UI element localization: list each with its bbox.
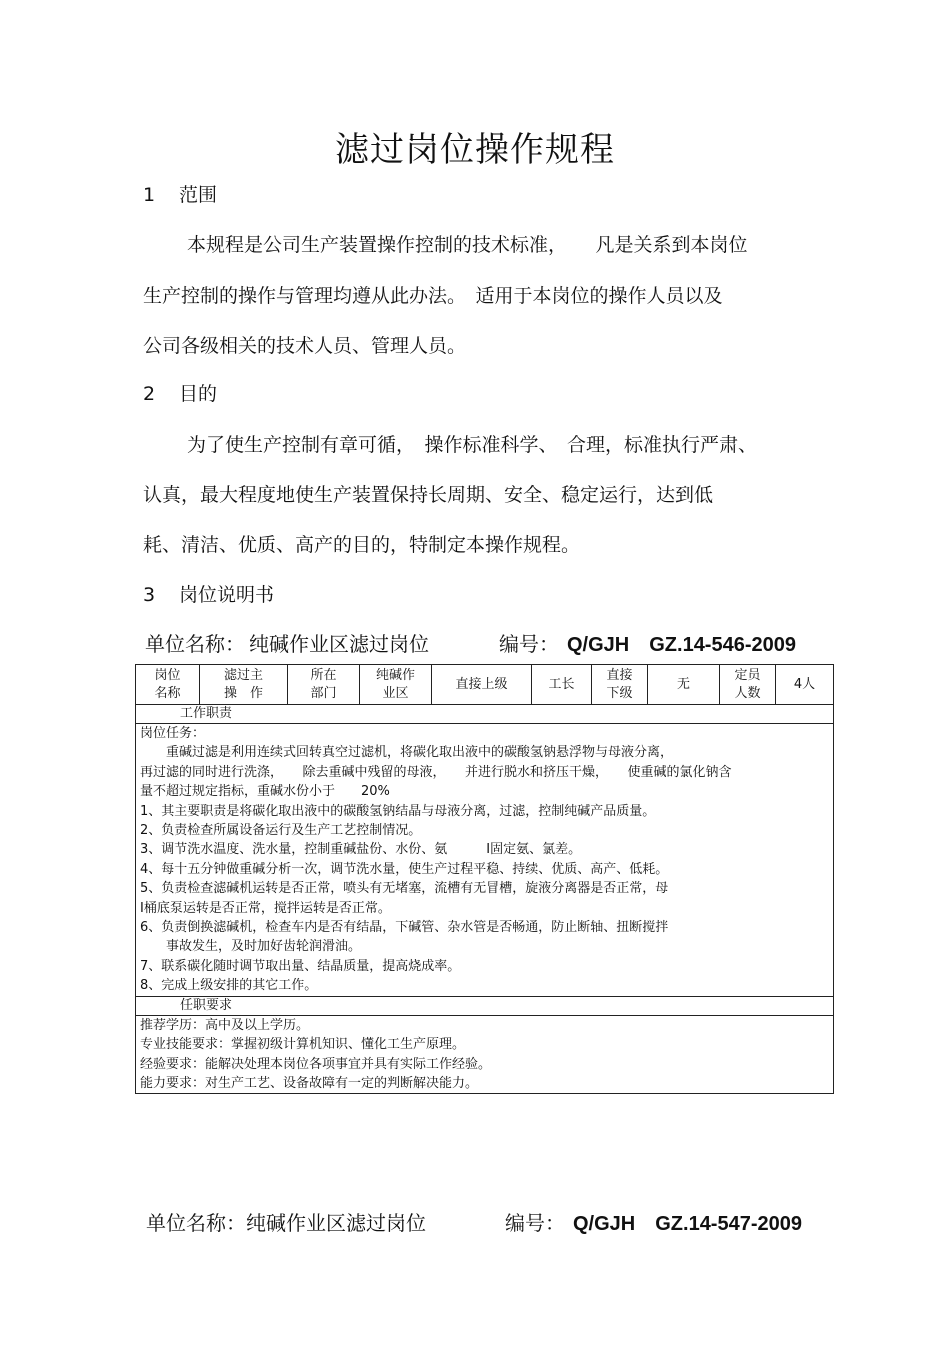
duty-line: 3、调节洗水温度、洗水量，控制重碱盐份、水份、氨 Ⅰ固定氨、氯差。 <box>140 842 582 858</box>
duty-line: 事故发生，及时加好齿轮润滑油。 <box>140 939 362 955</box>
unit-label: 单位名称： <box>145 632 245 656</box>
requirement-line: 能力要求：对生产工艺、设备故障有一定的判断解决能力。 <box>140 1075 479 1091</box>
unit-line <box>146 1207 426 1236</box>
document-code <box>505 1207 802 1236</box>
duty-line: 1、其主要职责是将碳化取出液中的碳酸氢钠结晶与母液分离，过滤，控制纯碱产品质量。 <box>140 803 656 819</box>
table-cell: 定员 人数 <box>720 665 776 705</box>
table-cell: 直接上级 <box>432 665 532 705</box>
section-number: 2 <box>143 383 156 405</box>
duty-line: 4、每十五分钟做重碱分析一次，调节洗水量，使生产过程平稳、持续、优质、高产、低耗。 <box>140 861 669 877</box>
requirements-content-row <box>136 1015 834 1094</box>
section-title: 目的 <box>179 383 218 405</box>
requirements-title-row <box>136 996 834 1015</box>
section-heading-job-description <box>143 580 274 607</box>
requirement-line: 专业技能要求：掌握初级计算机知识、懂化工生产原理。 <box>140 1037 466 1053</box>
duty-line: 7、联系碳化随时调节取出量、结晶质量，提高烧成率。 <box>140 958 461 974</box>
table-cell: 所在 部门 <box>288 665 360 705</box>
paragraph-line: 公司各级相关的技术人员、管理人员。 <box>143 335 467 357</box>
table-cell: 直接 下级 <box>592 665 648 705</box>
section-number: 3 <box>143 584 156 606</box>
requirements-title: 任职要求 <box>136 996 834 1015</box>
duties-title-row <box>136 705 834 724</box>
unit-value: 纯碱作业区滤过岗位 <box>246 1211 426 1235</box>
paragraph-line: 耗、清洁、优质、高产的目的，特制定本操作规程。 <box>143 534 581 556</box>
duty-line: 重碱过滤是利用连续式回转真空过滤机，将碳化取出液中的碳酸氢钠悬浮物与母液分离， <box>140 745 674 761</box>
unit-label: 单位名称： <box>146 1211 246 1235</box>
requirement-line: 经验要求：能解决处理本岗位各项事宜并具有实际工作经验。 <box>140 1056 492 1072</box>
duty-line: 6、负责倒换滤碱机，检查车内是否有结晶，下碱管、杂水管是否畅通，防止断轴、扭断搅拌 <box>140 920 669 936</box>
requirement-line: 推荐学历：高中及以上学历。 <box>140 1017 310 1033</box>
table-cell: 无 <box>648 665 720 705</box>
section-number: 1 <box>143 184 156 206</box>
duty-line: 8、完成上级安排的其它工作。 <box>140 978 318 994</box>
duties-title: 工作职责 <box>136 705 834 724</box>
section-title: 范围 <box>179 184 218 206</box>
table-cell: 4人 <box>776 665 834 705</box>
duty-line: 2、负责检查所属设备运行及生产工艺控制情况。 <box>140 823 422 839</box>
paragraph-line: 本规程是公司生产装置操作控制的技术标准， 凡是关系到本岗位 <box>187 234 748 256</box>
duties-content <box>136 724 834 997</box>
table-cell: 纯碱作 业区 <box>360 665 432 705</box>
table-cell: 工长 <box>532 665 592 705</box>
duty-line: 5、负责检查滤碱机运转是否正常，喷头有无堵塞，流槽有无冒槽，旋液分离器是否正常，母 <box>140 881 669 897</box>
job-description-table <box>135 664 834 1094</box>
unit-value: 纯碱作业区滤过岗位 <box>249 632 429 656</box>
code-label: 编号： <box>505 1211 565 1235</box>
section-heading-purpose <box>143 379 217 406</box>
duty-line: Ⅰ桶底泵运转是否正常，搅拌运转是否正常。 <box>140 900 391 916</box>
code-value: Q/GJH GZ.14-546-2009 <box>567 634 796 656</box>
code-value: Q/GJH GZ.14-547-2009 <box>573 1213 802 1235</box>
duty-line: 岗位任务： <box>140 726 206 741</box>
duty-line: 再过滤的同时进行洗涤， 除去重碱中残留的母液， 并进行脱水和挤压干燥， 使重碱的氯化钠含 <box>140 764 732 780</box>
unit-line <box>145 628 429 657</box>
table-header-row <box>136 665 834 705</box>
code-label: 编号： <box>499 632 559 656</box>
document-code <box>499 628 796 657</box>
table-cell: 滤过主 操 作 <box>200 665 288 705</box>
paragraph-line: 认真，最大程度地使生产装置保持长周期、安全、稳定运行，达到低 <box>143 484 714 506</box>
duties-content-row <box>136 724 834 997</box>
paragraph-line: 生产控制的操作与管理均遵从此办法。 适用于本岗位的操作人员以及 <box>143 285 723 307</box>
duty-line: 量不超过规定指标，重碱水份小于 20% <box>140 784 390 800</box>
document-title: 滤过岗位操作规程 <box>335 130 615 170</box>
section-heading-scope <box>143 180 217 207</box>
paragraph-line: 为了使生产控制有章可循， 操作标准科学、 合理，标准执行严肃、 <box>187 434 758 456</box>
table-cell: 岗位 名称 <box>136 665 200 705</box>
section-title: 岗位说明书 <box>179 584 275 606</box>
requirements-content <box>136 1015 834 1094</box>
